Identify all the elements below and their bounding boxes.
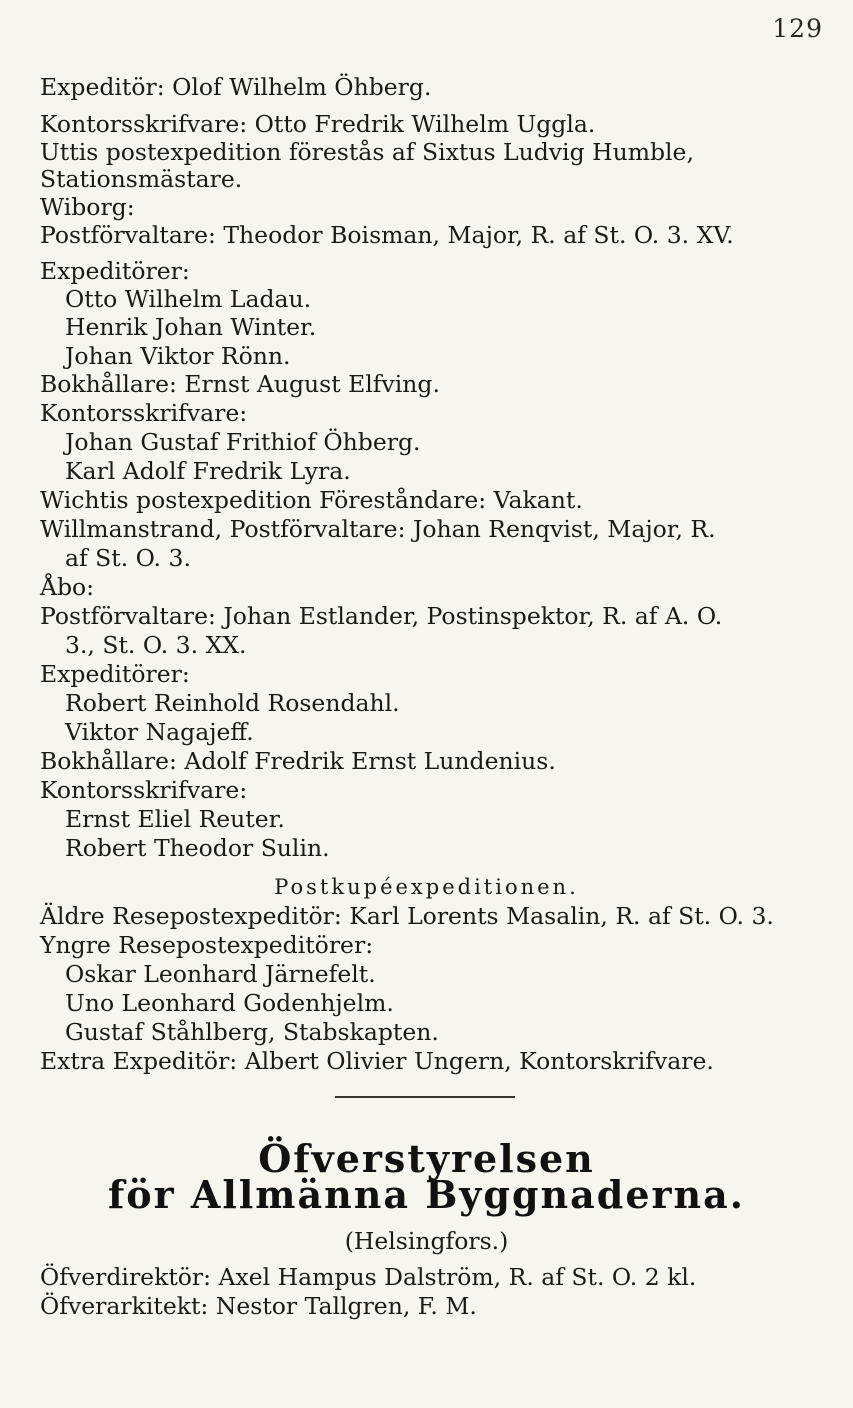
text-line: 3., St. O. 3. XX. <box>65 631 247 659</box>
text-line: Expeditörer: <box>40 257 190 285</box>
heading-line-2: för Allmänna Byggnaderna. <box>107 1172 746 1217</box>
text-line: Uttis postexpedition förestås af Sixtus Ludvig Humble, <box>40 138 694 166</box>
text-line: Expeditör: Olof Wilhelm Öhberg. <box>40 73 432 101</box>
text-line: Gustaf Ståhlberg, Stabskapten. <box>65 1018 439 1046</box>
text-line: Viktor Nagajeff. <box>65 718 254 746</box>
page-number: 129 <box>772 14 823 43</box>
text-line: Öfverdirektör: Axel Hampus Dalström, R. af St. O. 2 kl. <box>40 1263 697 1291</box>
text-line: Ernst Eliel Reuter. <box>65 805 285 833</box>
text-line: Kontorsskrifvare: Otto Fredrik Wilhelm Uggla. <box>40 110 596 138</box>
text-line: Postförvaltare: Johan Estlander, Postinspektor, R. af A. O. <box>40 602 723 630</box>
text-line: Willmanstrand, Postförvaltare: Johan Renqvist, Major, R. <box>40 515 716 543</box>
text-line: Bokhållare: Ernst August Elfving. <box>40 370 440 398</box>
heading-line-1: Öfverstyrelsen <box>258 1136 595 1181</box>
text-line: Öfverarkitekt: Nestor Tallgren, F. M. <box>40 1292 477 1320</box>
text-line: Otto Wilhelm Ladau. <box>65 285 312 313</box>
text-line: Extra Expeditör: Albert Olivier Ungern, Kontorskrifvare. <box>40 1047 714 1075</box>
text-line: Kontorsskrifvare: <box>40 776 248 804</box>
text-line: Robert Reinhold Rosendahl. <box>65 689 400 717</box>
text-line: Johan Gustaf Frithiof Öhberg. <box>65 428 421 456</box>
text-line: Wiborg: <box>40 193 135 221</box>
text-line: Yngre Resepostexpeditörer: <box>40 931 374 959</box>
text-line: Äldre Resepostexpeditör: Karl Lorents Masalin, R. af St. O. 3. <box>40 902 774 930</box>
text-line: Uno Leonhard Godenhjelm. <box>65 989 394 1017</box>
text-line: Karl Adolf Fredrik Lyra. <box>65 457 351 485</box>
section-title: Postkupéexpeditionen. <box>274 875 579 899</box>
text-line: Postförvaltare: Theodor Boisman, Major, R. af St. O. 3. XV. <box>40 221 734 249</box>
text-line: Bokhållare: Adolf Fredrik Ernst Lundenius. <box>40 747 556 775</box>
text-line: Expeditörer: <box>40 660 190 688</box>
text-line: Henrik Johan Winter. <box>65 313 317 341</box>
text-line: Wichtis postexpedition Föreståndare: Vakant. <box>40 486 583 514</box>
text-line: af St. O. 3. <box>65 544 191 572</box>
text-line: Oskar Leonhard Järnefelt. <box>65 960 376 988</box>
divider <box>335 1096 515 1098</box>
text-line: Stationsmästare. <box>40 165 243 193</box>
text-line: Johan Viktor Rönn. <box>65 342 291 370</box>
text-line: Robert Theodor Sulin. <box>65 834 330 862</box>
text-line: Åbo: <box>40 573 95 601</box>
text-line: Kontorsskrifvare: <box>40 399 248 427</box>
location-subtitle: (Helsingfors.) <box>344 1227 509 1255</box>
